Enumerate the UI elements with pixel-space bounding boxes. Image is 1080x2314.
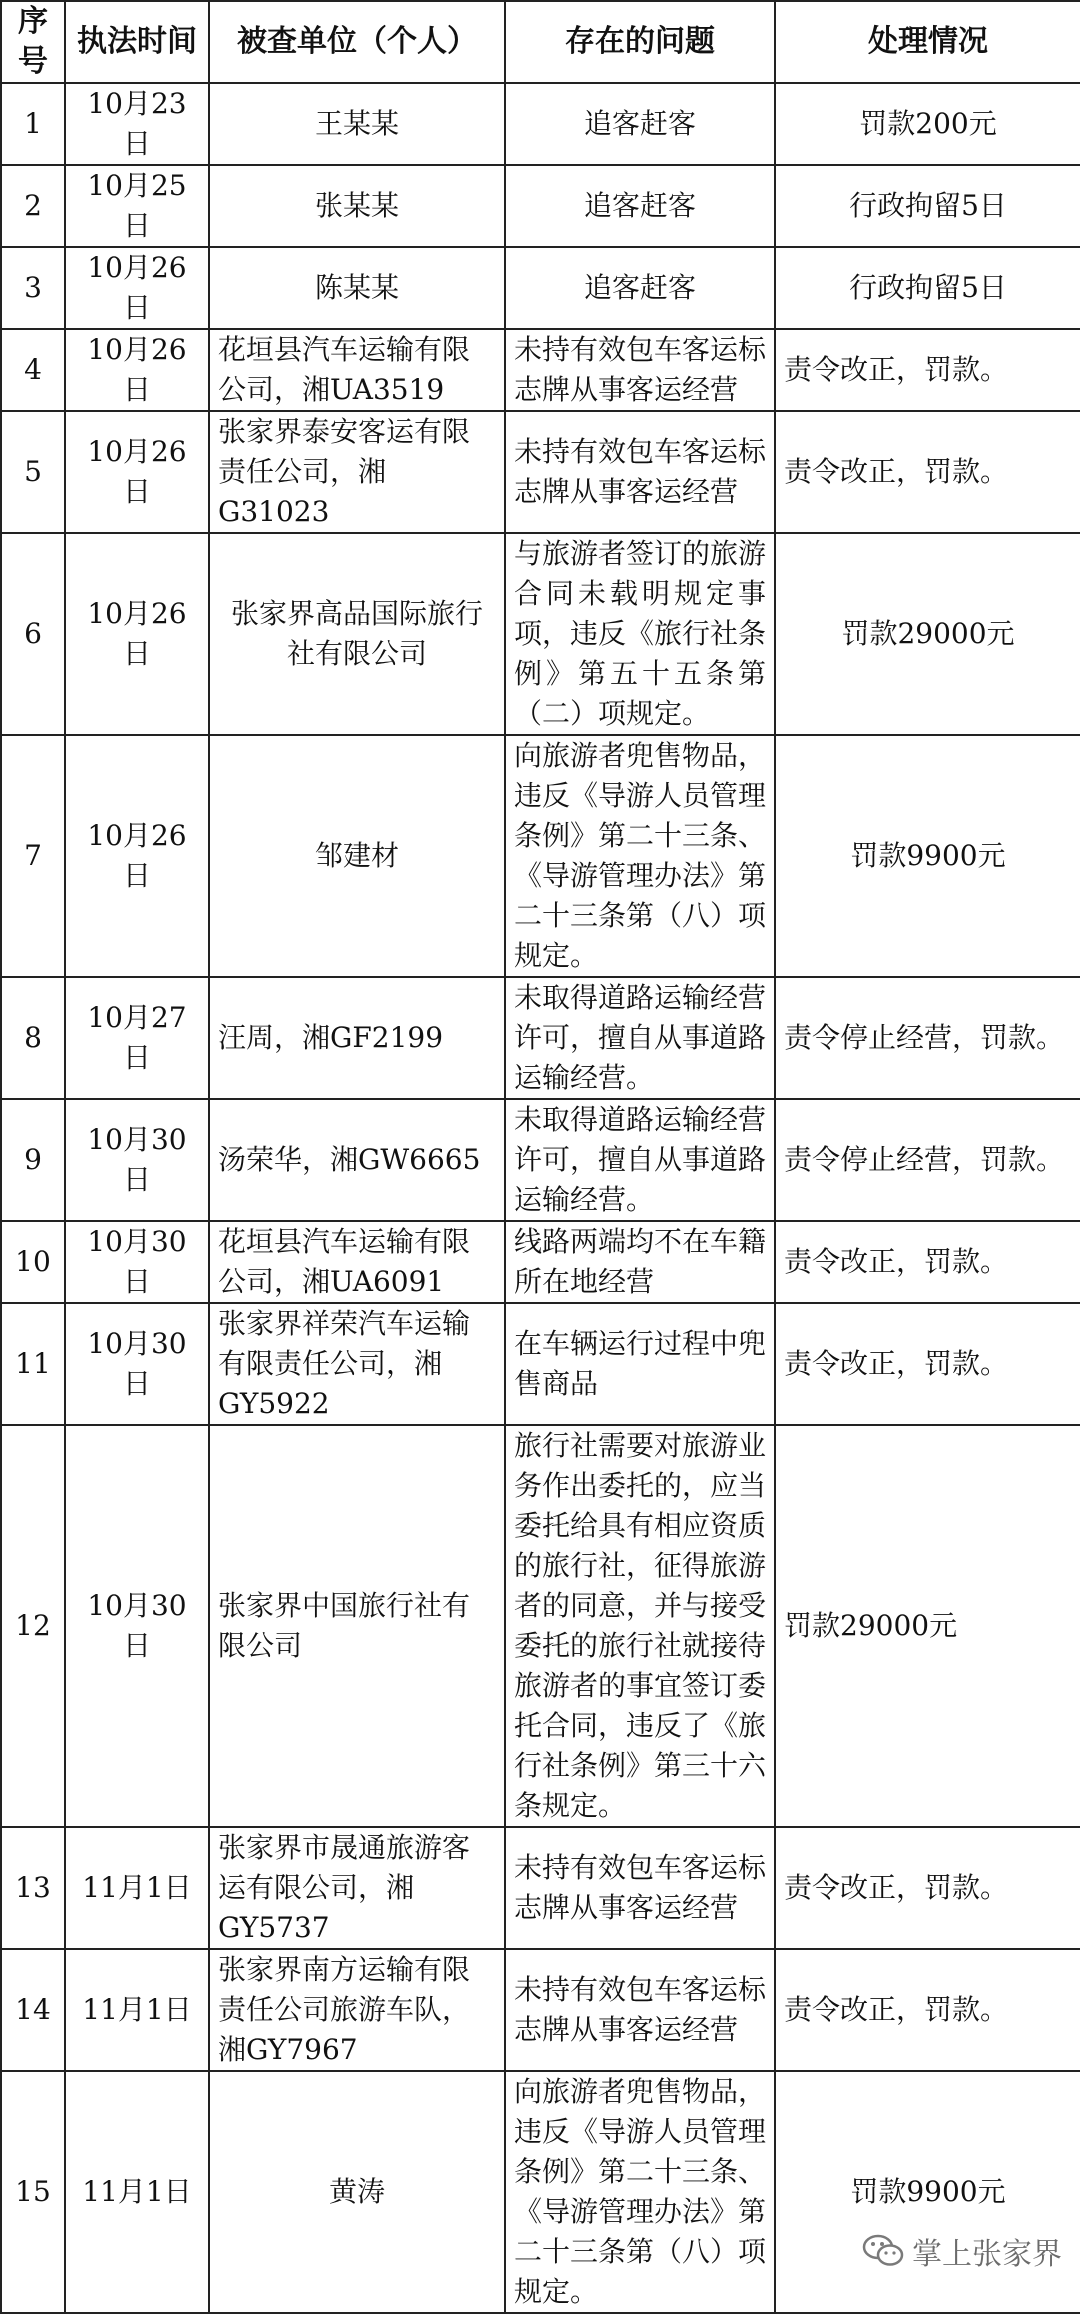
cell-date: 10月26日: [65, 247, 209, 329]
cell-no: 14: [1, 1949, 65, 2071]
cell-unit: 花垣县汽车运输有限公司，湘UA6091: [209, 1221, 505, 1303]
cell-result: 责令停止经营，罚款。: [775, 977, 1080, 1099]
cell-unit: 王某某: [209, 83, 505, 165]
cell-result: 责令改正，罚款。: [775, 1303, 1080, 1425]
cell-date: 10月25日: [65, 165, 209, 247]
table-row: [1, 1099, 1080, 1221]
cell-problem: 未取得道路运输经营许可，擅自从事道路运输经营。: [505, 1099, 775, 1221]
table-row: [1, 83, 1080, 165]
table-row: [1, 1221, 1080, 1303]
cell-date: 10月26日: [65, 533, 209, 735]
cell-problem: 向旅游者兜售物品，违反《导游人员管理条例》第二十三条、《导游管理办法》第二十三条第（八）项规定。: [505, 735, 775, 977]
table-row: [1, 411, 1080, 533]
table-row: [1, 1949, 1080, 2071]
watermark: [862, 2229, 1062, 2273]
cell-date: 11月1日: [65, 1827, 209, 1949]
cell-result: 罚款29000元: [775, 1425, 1080, 1827]
cell-unit: 张家界高品国际旅行社有限公司: [209, 533, 505, 735]
table-row: [1, 165, 1080, 247]
cell-unit: 张家界泰安客运有限责任公司，湘G31023: [209, 411, 505, 533]
cell-unit: 张某某: [209, 165, 505, 247]
cell-date: 11月1日: [65, 2071, 209, 2313]
cell-problem: 向旅游者兜售物品，违反《导游人员管理条例》第二十三条、《导游管理办法》第二十三条第（八）项规定。: [505, 2071, 775, 2313]
table-row: [1, 533, 1080, 735]
table-row: [1, 247, 1080, 329]
cell-no: 6: [1, 533, 65, 735]
cell-problem: 追客赶客: [505, 247, 775, 329]
header-problem: 存在的问题: [505, 1, 775, 83]
cell-unit: 汤荣华，湘GW6665: [209, 1099, 505, 1221]
cell-unit: 张家界祥荣汽车运输有限责任公司，湘GY5922: [209, 1303, 505, 1425]
cell-date: 10月26日: [65, 735, 209, 977]
cell-result: 罚款9900元: [775, 2071, 1080, 2313]
cell-date: 11月1日: [65, 1949, 209, 2071]
cell-result: 责令改正，罚款。: [775, 1221, 1080, 1303]
cell-no: 15: [1, 2071, 65, 2313]
cell-no: 5: [1, 411, 65, 533]
cell-problem: 未持有效包车客运标志牌从事客运经营: [505, 1949, 775, 2071]
cell-result: 行政拘留5日: [775, 247, 1080, 329]
cell-problem: 与旅游者签订的旅游合同未载明规定事项，违反《旅行社条例》第五十五条第（二）项规定。: [505, 533, 775, 735]
cell-no: 10: [1, 1221, 65, 1303]
cell-result: 罚款29000元: [775, 533, 1080, 735]
cell-no: 2: [1, 165, 65, 247]
cell-date: 10月26日: [65, 329, 209, 411]
cell-date: 10月30日: [65, 1099, 209, 1221]
cell-unit: 陈某某: [209, 247, 505, 329]
cell-no: 9: [1, 1099, 65, 1221]
cell-unit: 张家界南方运输有限责任公司旅游车队，湘GY7967: [209, 1949, 505, 2071]
cell-result: 罚款200元: [775, 83, 1080, 165]
cell-result: 责令改正，罚款。: [775, 329, 1080, 411]
table-row: [1, 1425, 1080, 1827]
cell-problem: 未持有效包车客运标志牌从事客运经营: [505, 1827, 775, 1949]
cell-unit: 张家界中国旅行社有限公司: [209, 1425, 505, 1827]
cell-result: 行政拘留5日: [775, 165, 1080, 247]
header-unit: 被查单位（个人）: [209, 1, 505, 83]
cell-problem: 未取得道路运输经营许可，擅自从事道路运输经营。: [505, 977, 775, 1099]
cell-result: 责令改正，罚款。: [775, 411, 1080, 533]
header-row: [1, 1, 1080, 83]
cell-no: 4: [1, 329, 65, 411]
cell-problem: 线路两端均不在车籍所在地经营: [505, 1221, 775, 1303]
wechat-icon: [862, 2233, 904, 2269]
cell-date: 10月27日: [65, 977, 209, 1099]
cell-problem: 在车辆运行过程中兜售商品: [505, 1303, 775, 1425]
cell-problem: 追客赶客: [505, 165, 775, 247]
cell-unit: 汪周，湘GF2199: [209, 977, 505, 1099]
cell-unit: 张家界市晟通旅游客运有限公司，湘GY5737: [209, 1827, 505, 1949]
cell-problem: 旅行社需要对旅游业务作出委托的，应当委托给具有相应资质的旅行社，征得旅游者的同意，并与接受委托的旅行社就接待旅游者的事宜签订委托合同，违反了《旅行社条例》第三十六条规定。: [505, 1425, 775, 1827]
cell-date: 10月30日: [65, 1425, 209, 1827]
cell-result: 罚款9900元: [775, 735, 1080, 977]
cell-result: 责令改正，罚款。: [775, 1827, 1080, 1949]
cell-result: 责令改正，罚款。: [775, 1949, 1080, 2071]
table-row: [1, 1827, 1080, 1949]
header-date: 执法时间: [65, 1, 209, 83]
table-row: [1, 1303, 1080, 1425]
header-no: 序号: [1, 1, 65, 83]
cell-no: 12: [1, 1425, 65, 1827]
cell-no: 7: [1, 735, 65, 977]
table-row: [1, 977, 1080, 1099]
cell-no: 13: [1, 1827, 65, 1949]
cell-no: 1: [1, 83, 65, 165]
cell-no: 11: [1, 1303, 65, 1425]
cell-date: 10月30日: [65, 1303, 209, 1425]
cell-unit: 邹建材: [209, 735, 505, 977]
cell-date: 10月23日: [65, 83, 209, 165]
table-row: [1, 735, 1080, 977]
header-result: 处理情况: [775, 1, 1080, 83]
cell-problem: 追客赶客: [505, 83, 775, 165]
watermark-text: 掌上张家界: [912, 2237, 1062, 2272]
table-row: [1, 2071, 1080, 2313]
cell-problem: 未持有效包车客运标志牌从事客运经营: [505, 411, 775, 533]
cell-unit: 黄涛: [209, 2071, 505, 2313]
cell-result: 责令停止经营，罚款。: [775, 1099, 1080, 1221]
cell-date: 10月30日: [65, 1221, 209, 1303]
cell-no: 8: [1, 977, 65, 1099]
cell-problem: 未持有效包车客运标志牌从事客运经营: [505, 329, 775, 411]
cell-no: 3: [1, 247, 65, 329]
cell-unit: 花垣县汽车运输有限公司，湘UA3519: [209, 329, 505, 411]
cell-date: 10月26日: [65, 411, 209, 533]
table-row: [1, 329, 1080, 411]
